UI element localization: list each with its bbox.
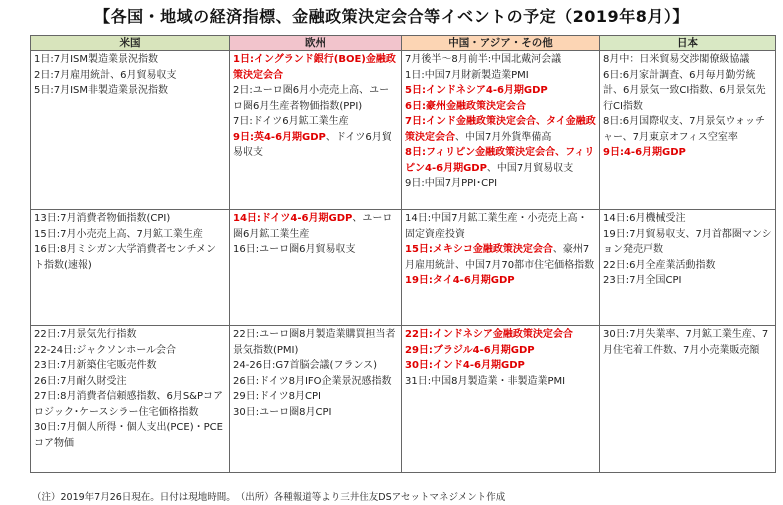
event-item: 23日:7月新築住宅販売件数 [34,360,157,371]
cell-us [31,51,230,210]
header-row [31,36,776,51]
event-item: 7日:ドイツ6月鉱工業生産 [233,116,349,127]
event-item: 9日:中国7月PPI･CPI [405,178,498,189]
column-header-europe: 欧州 [230,36,402,51]
event-item: 13日:7月消費者物価指数(CPI) [34,213,171,224]
cell-eu [230,326,402,473]
event-rest: 、豪州7月雇用統計、中国7月70都市住宅価格指数 [405,244,595,271]
column-header-china-asia: 中国・アジア・その他 [402,36,600,51]
event-item: 30日:7月個人所得・個人支出(PCE)・PCEコア物価 [34,422,223,449]
event-item [405,114,596,145]
event-rest: 、ドイツ6月貿易収支 [233,131,392,158]
event-rest: 、中国7月外貨準備高 [455,131,552,143]
event-item: 16日:8月ミシガン大学消費者センチメント指数(速報) [34,244,217,271]
event-item: 22日:インドネシア金融政策決定会合 [405,329,573,340]
event-highlight: 9日:英4-6月期GDP [233,131,326,143]
event-item: 1日:7月ISM製造業景況指数 [34,54,159,65]
event-item: 6日:豪州金融政策決定会合 [405,100,526,112]
page-title: 【各国・地域の経済指標、金融政策決定会合等イベントの予定（2019年8月）】 [94,7,689,26]
table-row [31,210,776,326]
event-item: 29日:ブラジル4-6月期GDP [405,344,535,356]
event-item: 19日:タイ4-6月期GDP [405,275,515,286]
cell-jp [600,210,776,326]
event-item: 26日:ドイツ8月IFO企業景況感指数 [233,375,392,387]
event-item: 16日:ユーロ圏6月貿易収支 [233,244,356,255]
event-item: 15日:7月小売売上高、7月鉱工業生産 [34,228,203,240]
event-item [405,145,596,176]
event-item: 14日:中国7月鉱工業生産・小売売上高・固定資産投資 [405,213,588,240]
table-row [31,51,776,210]
event-item: 22-24日:ジャクソンホール会合 [34,344,177,356]
cell-as [402,51,600,210]
event-item: 30日:7月失業率、7月鉱工業生産、7月住宅着工件数、7月小売業販売額 [603,329,769,356]
event-item: 1日:中国7月財新製造業PMI [405,69,529,81]
event-item: 5日:7月ISM非製造業景況指数 [34,85,169,96]
event-rest: 、ユーロ圏6月鉱工業生産 [233,213,393,240]
event-item: 24-26日:G7首脳会議(フランス) [233,360,378,371]
event-item: 19日:7月貿易収支、7月首都圏マンション発売戸数 [603,228,772,255]
event-item: 6日:6月家計調査、6月毎月勤労統計、6月景気一致CI指数、6月景気先行CI指数 [603,69,766,112]
cell-jp [600,51,776,210]
column-header-us: 米国 [31,36,230,51]
cell-us [31,210,230,326]
column-header-japan: 日本 [600,36,776,51]
event-item: 30日:インド4-6月期GDP [405,360,525,371]
event-item: 23日:7月全国CPI [603,275,682,286]
event-item: 29日:ドイツ8月CPI [233,391,321,402]
event-item: 8日:6月国際収支、7月景気ウォッチャー、7月東京オフィス空室率 [603,116,766,143]
cell-eu [230,210,402,326]
event-item: 9日:4-6月期GDP [603,147,686,158]
table-row [31,326,776,473]
footnote: （注）2019年7月26日現在。日付は現地時間。 （出所）各種報道等より三井住友DSアセットマネジメント作成 [32,492,506,503]
event-item: 31日:中国8月製造業・非製造業PMI [405,375,566,387]
cell-as [402,326,600,473]
event-item [405,242,596,273]
event-item: 2日:7月雇用統計、6月貿易収支 [34,69,177,81]
event-item: 2日:ユーロ圏6月小売売上高、ユーロ圏6月生産者物価指数(PPI) [233,85,390,112]
event-item: 1日:イングランド銀行(BOE)金融政策決定会合 [233,54,396,81]
event-item: 7月後半～8月前半:中国北戴河会議 [405,54,562,65]
cell-us [31,326,230,473]
event-rest: 、中国7月貿易収支 [486,162,574,174]
event-highlight: 15日:メキシコ金融政策決定会合 [405,244,553,255]
event-item: 8月中：日米貿易交渉閣僚級協議 [603,54,750,65]
event-item: 5日:インドネシア4-6月期GDP [405,85,548,96]
event-item: 22日:7月景気先行指数 [34,329,137,340]
cell-as [402,210,600,326]
event-item: 14日:6月機械受注 [603,213,686,224]
event-item: 27日:8月消費者信頼感指数、6月S&Pコアロジック･ケースシラー住宅価格指数 [34,391,223,418]
cell-eu [230,51,402,210]
event-item: 26日:7月耐久財受注 [34,375,127,387]
event-highlight: 8日:フィリピン金融政策決定会合、フィリピン4-6月期GDP [405,147,595,174]
event-item [233,211,398,242]
event-highlight: 7日:インド金融政策決定会合、タイ金融政策決定会合 [405,116,596,143]
event-item: 22日:6月全産業活動指数 [603,259,716,271]
event-item: 30日:ユーロ圏8月CPI [233,406,332,418]
cell-jp [600,326,776,473]
event-item [233,130,398,161]
event-item: 22日:ユーロ圏8月製造業購買担当者景気指数(PMI) [233,329,396,356]
event-highlight: 14日:ドイツ4-6月期GDP [233,213,353,224]
event-calendar-table [30,35,776,473]
